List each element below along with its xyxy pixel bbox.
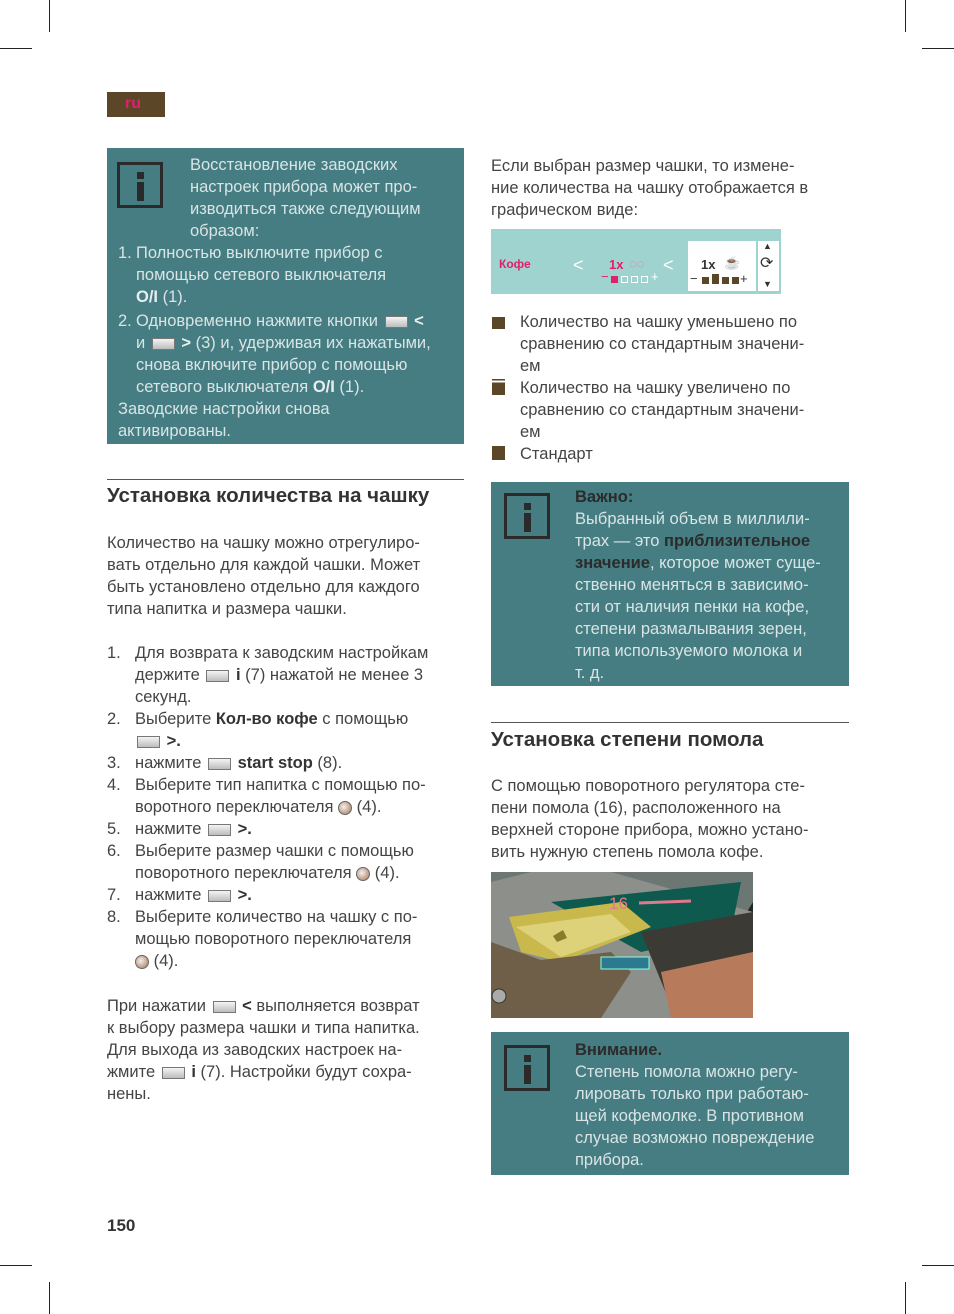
key-symbol: < [242, 997, 252, 1015]
text-line: ственно меняться в зависимо- [575, 576, 809, 594]
text-line: Выберите количество на чашку с по- [135, 908, 418, 926]
legend-item [520, 443, 593, 465]
text-line: вать отдельно для каждой чашки. Может [107, 556, 421, 574]
legend-item [520, 377, 804, 443]
info-box-attention [491, 1032, 849, 1175]
crop-mark [0, 1265, 32, 1266]
level-square [712, 274, 719, 284]
text-span: жмите [107, 1063, 156, 1081]
text-line: мощью поворотного переключателя [135, 930, 412, 948]
section-rule [491, 722, 849, 723]
button-icon [137, 736, 160, 748]
crop-mark [922, 1265, 954, 1266]
display-intro [491, 155, 808, 221]
key-symbol: i [191, 1063, 196, 1081]
rotary-knob-icon [135, 955, 149, 969]
rotary-knob-icon [356, 867, 370, 881]
display-selected-panel [688, 241, 756, 291]
reset-step-text: сетевого выключателя [136, 378, 313, 396]
text-line: Степень помола можно регу- [575, 1063, 798, 1081]
reset-outro-line: Заводские настройки снова [118, 400, 330, 418]
text-line: ние количества на чашку отображается в [491, 179, 809, 197]
step-item [107, 708, 467, 752]
cup-outro [107, 995, 420, 1105]
text-line: прибора. [575, 1151, 644, 1169]
text-line: Для возврата к заводским настройкам [135, 644, 429, 662]
level-square [621, 276, 628, 283]
menu-label: Кол-во кофе [215, 710, 318, 728]
refresh-icon: ⟳ [760, 255, 774, 272]
crop-mark [49, 0, 50, 32]
step-item [107, 774, 467, 818]
step-item [107, 818, 467, 840]
reset-step-text: (1). [334, 378, 365, 396]
switch-label: O/I [312, 378, 335, 396]
text-line: Количество на чашку уменьшено по [520, 313, 798, 331]
reset-intro-line: Восстановление заводских [190, 156, 398, 174]
reset-intro-line: изводиться также следующим [190, 200, 421, 218]
box-title: Внимание. [575, 1041, 663, 1059]
text-line: секунд. [135, 688, 192, 706]
reset-intro-line: настроек прибора может про- [190, 178, 418, 196]
reset-outro-line: активированы. [118, 422, 232, 440]
text-line: Количество на чашку увеличено по [520, 379, 791, 397]
language-tag [107, 92, 165, 117]
step-text: нажмите [135, 886, 202, 904]
step-item [107, 752, 467, 774]
text-line: сравнению со стандартным значени- [520, 335, 805, 353]
text-line: Выбранный объем в миллили- [575, 510, 810, 528]
level-square [641, 276, 648, 283]
triangle-up-icon: ▲ [763, 241, 772, 251]
info-box-important [491, 482, 849, 686]
step-text: (8). [312, 754, 343, 772]
reset-step-text: (3) и, удерживая их нажатыми, [191, 334, 431, 352]
step-item [107, 642, 467, 708]
text-line: к выбору размера чашки и типа напитка. [107, 1019, 420, 1037]
step-number: 8. [107, 908, 121, 926]
display-amount-right: 1x [701, 257, 716, 272]
text-span: , которое может суще- [649, 554, 821, 572]
text-line: вить нужную степень помола кофе. [491, 843, 764, 861]
grinder-illustration [491, 872, 753, 1018]
text-line: быть установлено отдельно для каждого [107, 578, 420, 596]
level-square [611, 276, 618, 283]
key-symbol: >. [237, 886, 252, 904]
key-label: start stop [237, 754, 313, 772]
text-line: случае возможно повреждение [575, 1129, 815, 1147]
display-scroll-panel [758, 241, 779, 291]
step-number: 2. [118, 312, 132, 330]
text-line: сравнению со стандартным значени- [520, 401, 805, 419]
emphasis-text: значение [575, 554, 650, 572]
key-symbol: < [414, 312, 424, 330]
section-heading-cup: Установка количества на чашку [107, 484, 430, 507]
level-square [702, 277, 709, 284]
cup-icon: ☕ [724, 255, 741, 270]
display-amount-left: 1x [609, 257, 624, 272]
crop-mark [905, 1282, 906, 1314]
triangle-down-icon: ▼ [763, 279, 772, 289]
reset-step-text: Одновременно нажмите кнопки [136, 312, 378, 330]
grind-text [491, 775, 808, 863]
level-square [631, 276, 638, 283]
step-text: (4). [370, 864, 400, 882]
step-text: (4). [149, 952, 179, 970]
step-text: с помощью [317, 710, 409, 728]
reset-step-text: и [136, 334, 146, 352]
step-number: 1. [107, 644, 121, 662]
box-title: Важно: [575, 488, 634, 506]
text-line: щей кофемолке. В противном [575, 1107, 804, 1125]
grinder-callout-number: 16 [609, 894, 628, 913]
text-span: При нажатии [107, 997, 206, 1015]
reset-intro-line: образом: [190, 222, 260, 240]
level-square [722, 277, 729, 284]
step-number: 5. [107, 820, 121, 838]
step-text: поворотного переключателя [135, 864, 352, 882]
text-line: Количество на чашку можно отрегулиро- [107, 534, 420, 552]
button-icon [213, 1001, 236, 1013]
info-icon [117, 162, 163, 208]
chevron-left-icon: < [663, 255, 674, 275]
step-text: держите [135, 666, 200, 684]
text-line: С помощью поворотного регулятора сте- [491, 777, 805, 795]
step-text: нажмите [135, 820, 202, 838]
button-icon [152, 338, 175, 350]
step-number: 2. [107, 710, 121, 728]
step-number: 6. [107, 842, 121, 860]
text-line: типа напитка и размера чашки. [107, 600, 347, 618]
text-line: Стандарт [520, 445, 593, 463]
step-item [107, 840, 467, 884]
rotary-knob-icon [338, 801, 352, 815]
key-symbol: > [181, 334, 192, 352]
display-beverage-label: Кофе [499, 257, 531, 271]
button-icon [206, 670, 229, 682]
text-line: верхней стороне прибора, можно устано- [491, 821, 809, 839]
text-span: трах — это [575, 532, 665, 550]
decreased-indicator-icon [492, 315, 505, 329]
key-symbol: >. [166, 732, 181, 750]
step-text: (4). [352, 798, 382, 816]
step-text: (7) нажатой не менее 3 [240, 666, 424, 684]
crop-mark [0, 48, 32, 49]
text-line: графическом виде: [491, 201, 639, 219]
text-line: ем [520, 357, 541, 375]
standard-indicator-icon [492, 446, 505, 460]
crop-mark [49, 1282, 50, 1314]
section-rule [107, 479, 464, 480]
cup-intro [107, 532, 420, 620]
info-icon [504, 1045, 550, 1091]
text-line: степени размалывания зерен, [575, 620, 807, 638]
step-text: Выберите [135, 710, 216, 728]
reset-step-line: Полностью выключите прибор с [136, 244, 383, 262]
step-text: воротного переключателя [135, 798, 334, 816]
step-number: 4. [107, 776, 121, 794]
language-code: ru [125, 95, 141, 112]
reset-step-line: помощью сетевого выключателя [136, 266, 387, 284]
switch-label: O/I [136, 288, 159, 306]
emphasis-text: приблизительное [664, 532, 811, 550]
step-item [107, 906, 467, 972]
cup-icon: ◌◌ [629, 256, 645, 271]
info-icon [504, 493, 550, 539]
plus-sign: + [651, 269, 659, 284]
text-line: ем [520, 423, 541, 441]
text-line: типа используемого молока и [575, 642, 803, 660]
text-line: Выберите тип напитка с помощью по- [135, 776, 426, 794]
button-icon [162, 1067, 185, 1079]
key-symbol: >. [237, 820, 252, 838]
level-square [732, 277, 739, 284]
button-icon [208, 890, 231, 902]
display-illustration [491, 229, 781, 294]
info-box-factory-reset [107, 148, 464, 444]
increased-indicator-icon [492, 379, 505, 395]
reset-step-line: снова включите прибор с помощью [136, 356, 408, 374]
legend-item [520, 311, 804, 377]
button-icon [385, 316, 408, 328]
crop-mark [922, 48, 954, 49]
step-text: нажмите [135, 754, 202, 772]
crop-mark [905, 0, 906, 32]
minus-sign: − [601, 269, 609, 284]
plus-sign: + [740, 271, 748, 286]
section-heading-grind: Установка степени помола [491, 728, 764, 751]
text-line: Выберите размер чашки с помощью [135, 842, 414, 860]
minus-sign: − [690, 271, 698, 286]
button-icon [208, 824, 231, 836]
step-number: 7. [107, 886, 121, 904]
display-bar-left [601, 269, 661, 284]
text-line: пени помола (16), расположенного на [491, 799, 781, 817]
text-line: лировать только при работаю- [575, 1085, 809, 1103]
text-span: выполняется возврат [251, 997, 420, 1015]
step-number: 3. [107, 754, 121, 772]
page-number: 150 [107, 1216, 136, 1235]
step-item [107, 884, 467, 906]
text-line: т. д. [575, 664, 605, 682]
text-span: (7). Настройки будут сохра- [195, 1063, 412, 1081]
reset-step-text: (1). [158, 288, 188, 306]
text-line: Для выхода из заводских настроек на- [107, 1041, 403, 1059]
text-line: сти от наличия пенки на кофе, [575, 598, 810, 616]
text-line: Если выбран размер чашки, то измене- [491, 157, 795, 175]
chevron-left-icon: < [573, 255, 584, 275]
step-number: 1. [118, 244, 132, 262]
key-symbol: i [235, 666, 241, 684]
button-icon [208, 758, 231, 770]
text-line: нены. [107, 1085, 151, 1103]
